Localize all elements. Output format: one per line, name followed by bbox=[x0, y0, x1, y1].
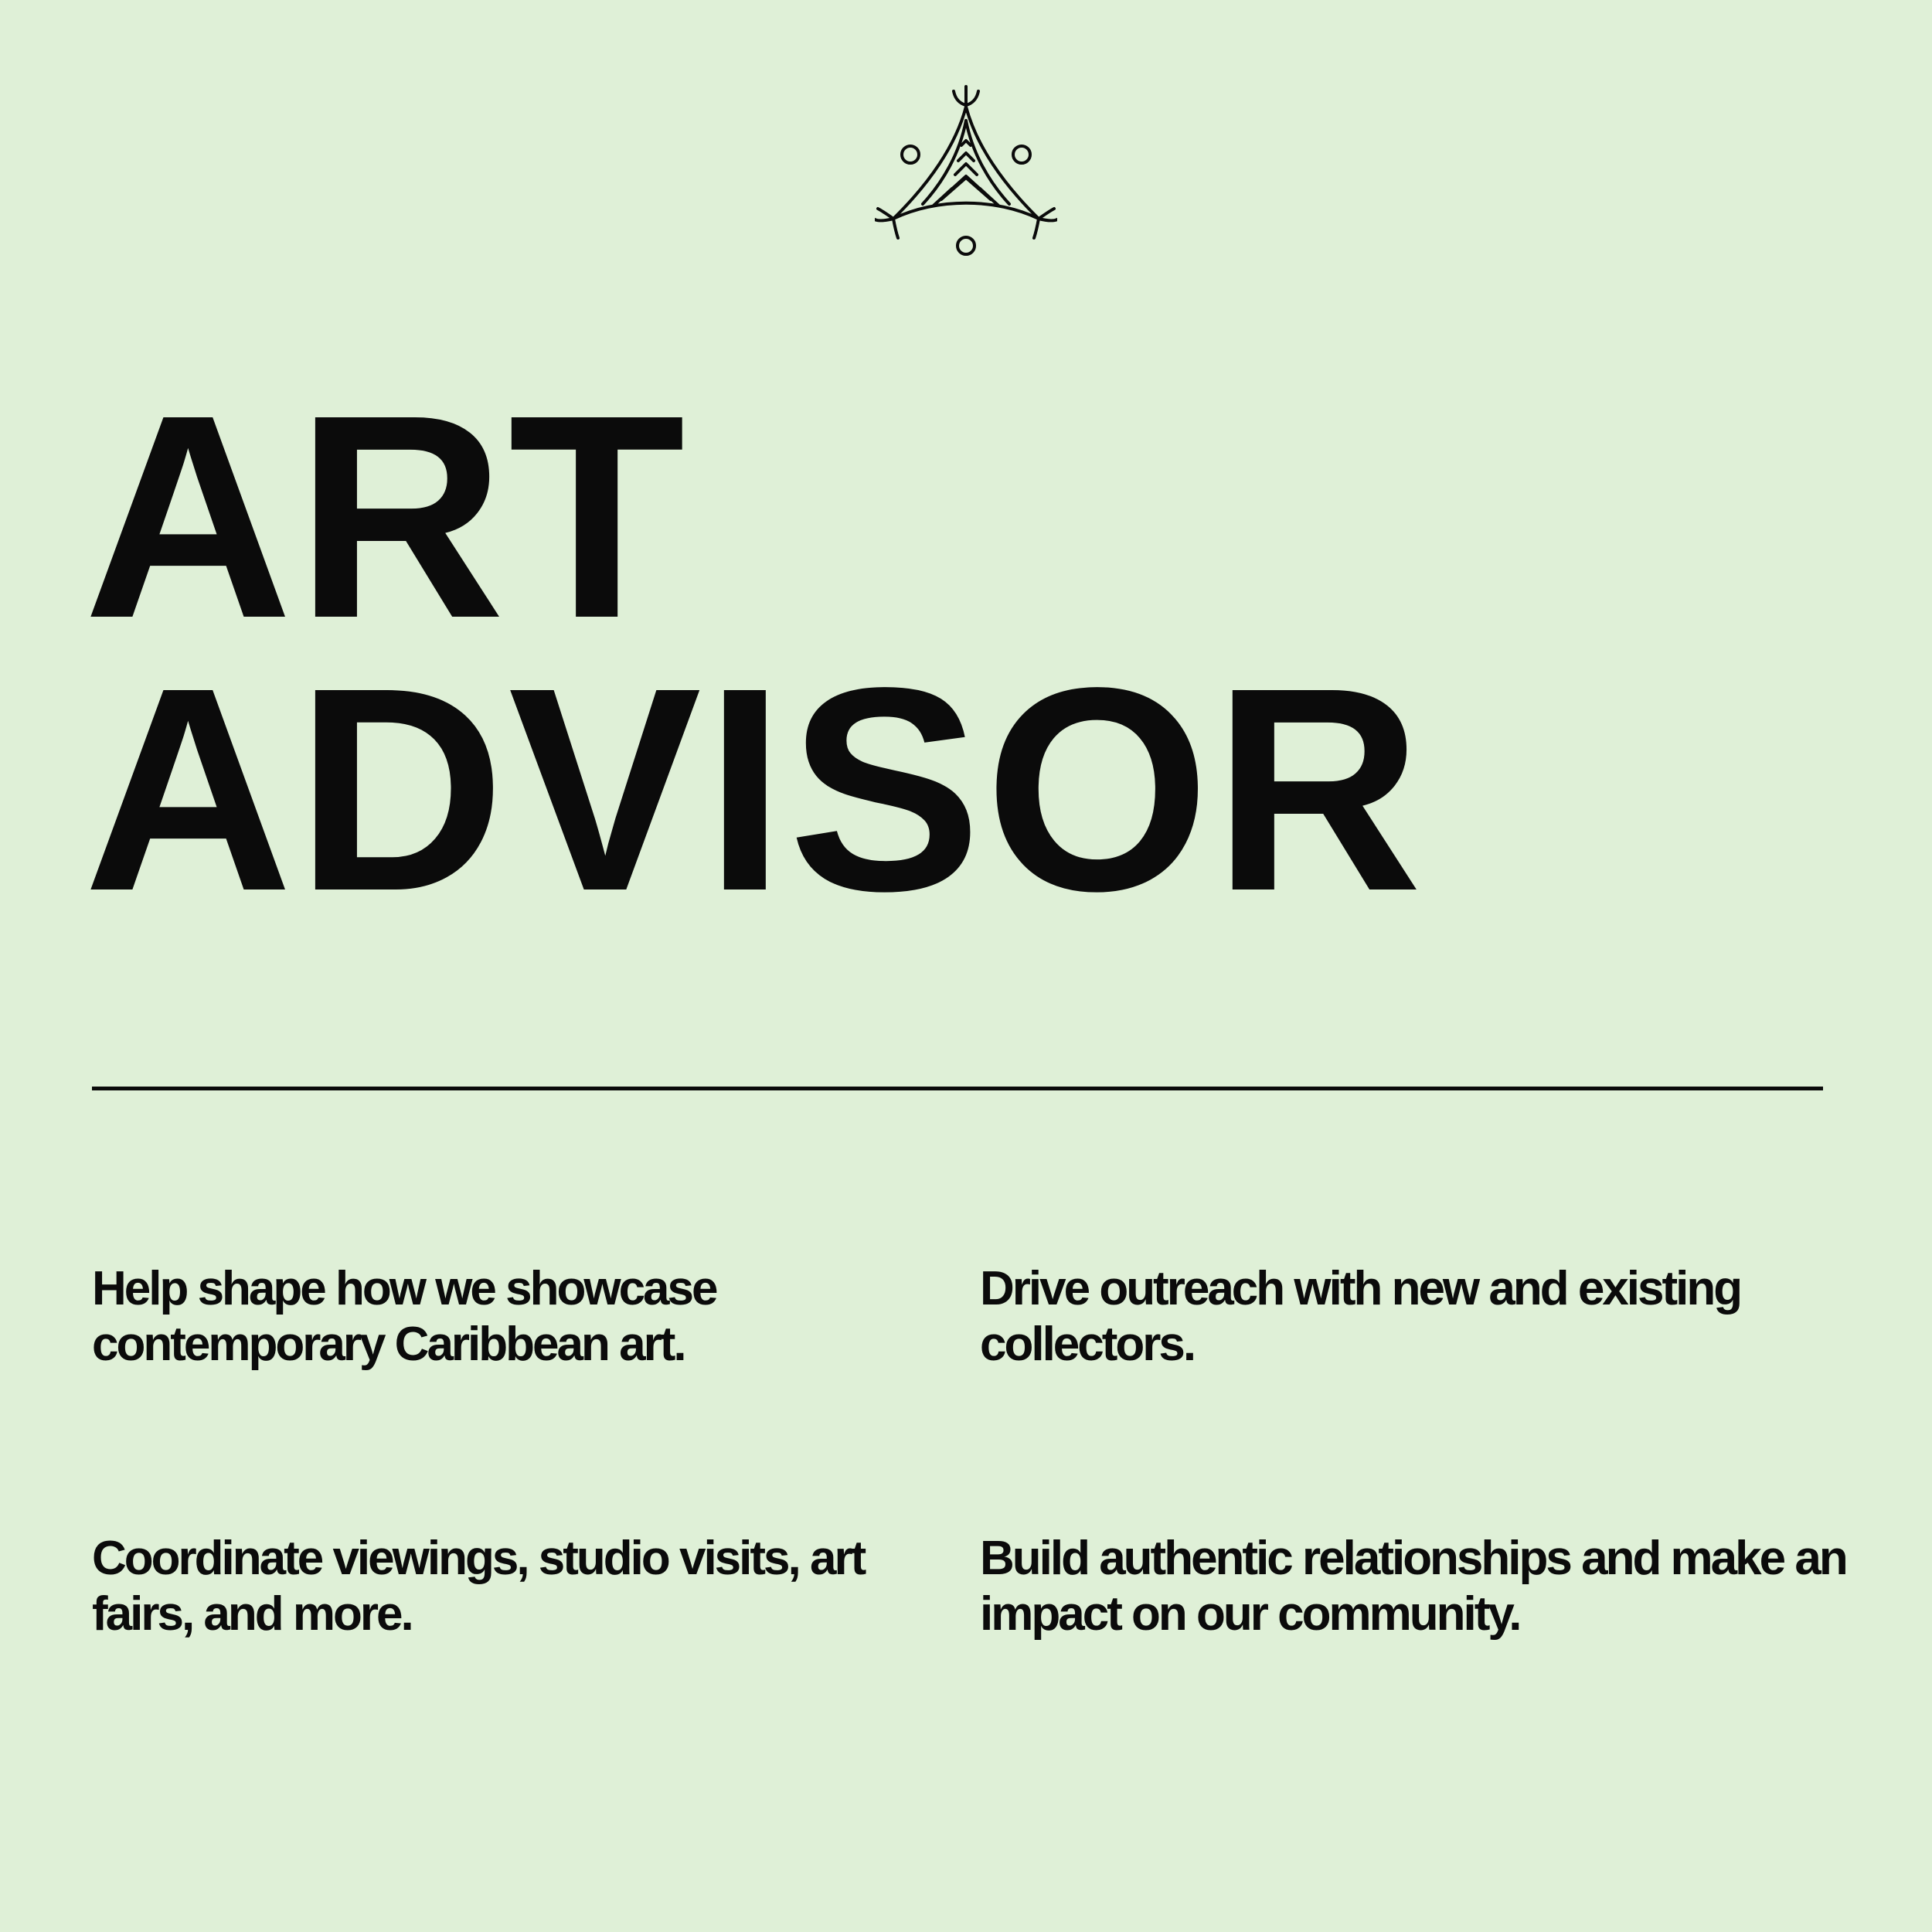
page-title-line-1: ART bbox=[83, 355, 689, 679]
tribal-triangle-logo-icon bbox=[875, 83, 1057, 261]
divider bbox=[92, 1087, 1823, 1090]
page-title-line-2: ADVISOR bbox=[83, 628, 1426, 951]
responsibility-coordinate: Coordinate viewings, studio visits, art fairs, and more. bbox=[92, 1532, 865, 1641]
responsibility-outreach: Drive outreach with new and existing collectors. bbox=[980, 1262, 1741, 1371]
responsibility-relationships: Build authentic relationships and make an impact on our community. bbox=[980, 1532, 1846, 1641]
responsibility-showcase: Help shape how we showcase contemporary Caribbean art. bbox=[92, 1262, 716, 1371]
